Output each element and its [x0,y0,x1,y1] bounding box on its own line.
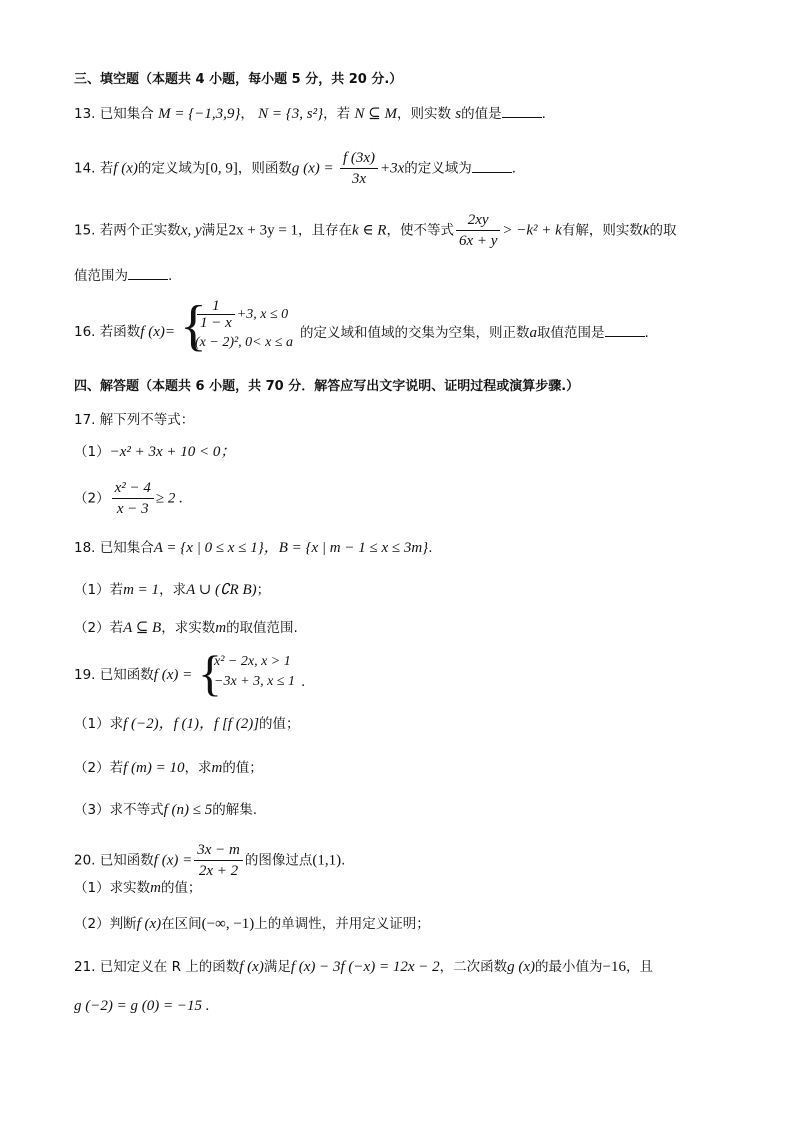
piecewise-16: $\frac{1}{1 - x}$ +3, x ≤ 0 (x − 2)², 0< x ≤ a [195,298,294,350]
question-19-end: . [301,674,306,690]
question-20-part1: （1）求实数m的值； [74,880,202,896]
question-17-part1: （1）−x² + 3x + 10 < 0； [74,444,236,460]
question-16: 16. 若函数f (x)= [74,324,175,340]
answer-blank [472,158,512,173]
piecewise-brace: { [180,295,207,357]
piecewise-19: x² − 2x, x > 1 −3x + 3, x ≤ 1 [214,654,296,689]
question-21-line2: g (−2) = g (0) = −15 . [74,998,210,1014]
question-16-tail: 的定义域和值域的交集为空集，则正数a取值范围是 . [300,322,649,343]
question-21: 21. 已知定义在 R 上的函数f (x)满足f (x) − 3f (−x) = 12x − 2，二次函数g (x)的最小值为−16，且 [74,959,653,975]
piecewise-brace: { [198,645,222,701]
question-13: 13. 已知集合 M = {−1,3,9}， N = {3, s²}，若 N ⊆ M，则实数 s的值是 . [74,103,546,124]
question-19-part1: （1）求f (−2)，f (1)，f [f (2)]的值； [74,716,300,732]
question-19: 19. 已知函数f (x) = [74,667,193,683]
question-18-part1: （1）若m = 1，求A ∪ (∁R B)； [74,582,271,598]
answer-blank [605,322,645,337]
answer-blank [502,103,542,118]
section3-heading: 三、填空题（本题共 4 小题，每小题 5 分，共 20 分.） [74,72,403,87]
answer-blank [128,265,168,280]
question-15-line2: 值范围为 . [74,265,172,286]
question-19-part2: （2）若f (m) = 10，求m的值； [74,760,263,776]
section4-heading: 四、解答题（本题共 6 小题，共 70 分．解答应写出文字说明、证明过程或演算步骤.） [74,379,580,394]
question-18-part2: （2）若A ⊆ B，求实数m的取值范围. [74,620,298,636]
question-20-part2: （2）判断f (x)在区间(−∞, −1)上的单调性，并用定义证明； [74,916,430,932]
question-15: 15. 若两个正实数x, y满足2x + 3y = 1，且存在k ∈ R，使不等式 $\frac{2xy}{6x + y}$ > −k² + k有解，则实数k的取 [74,212,677,249]
question-19-part3: （3）求不等式f (n) ≤ 5的解集. [74,802,258,818]
question-17: 17. 解下列不等式： [74,412,195,428]
question-18: 18. 已知集合A = {x | 0 ≤ x ≤ 1}，B = {x | m − 1 ≤ x ≤ 3m}. [74,540,433,556]
question-17-part2: （2） $\frac{\text{x² − 4}}{x - 3}$ ≥ 2 . [74,480,183,517]
question-20: 20. 已知函数f (x) = $\frac{3x - m}{2x + 2}$ 的图像过点(1,1). [74,842,346,879]
question-14: 14. 若f (x)的定义域为[0, 9]，则函数g (x) = $\frac{f (3x)}{3x}$ +3x的定义域为 . [74,150,517,187]
